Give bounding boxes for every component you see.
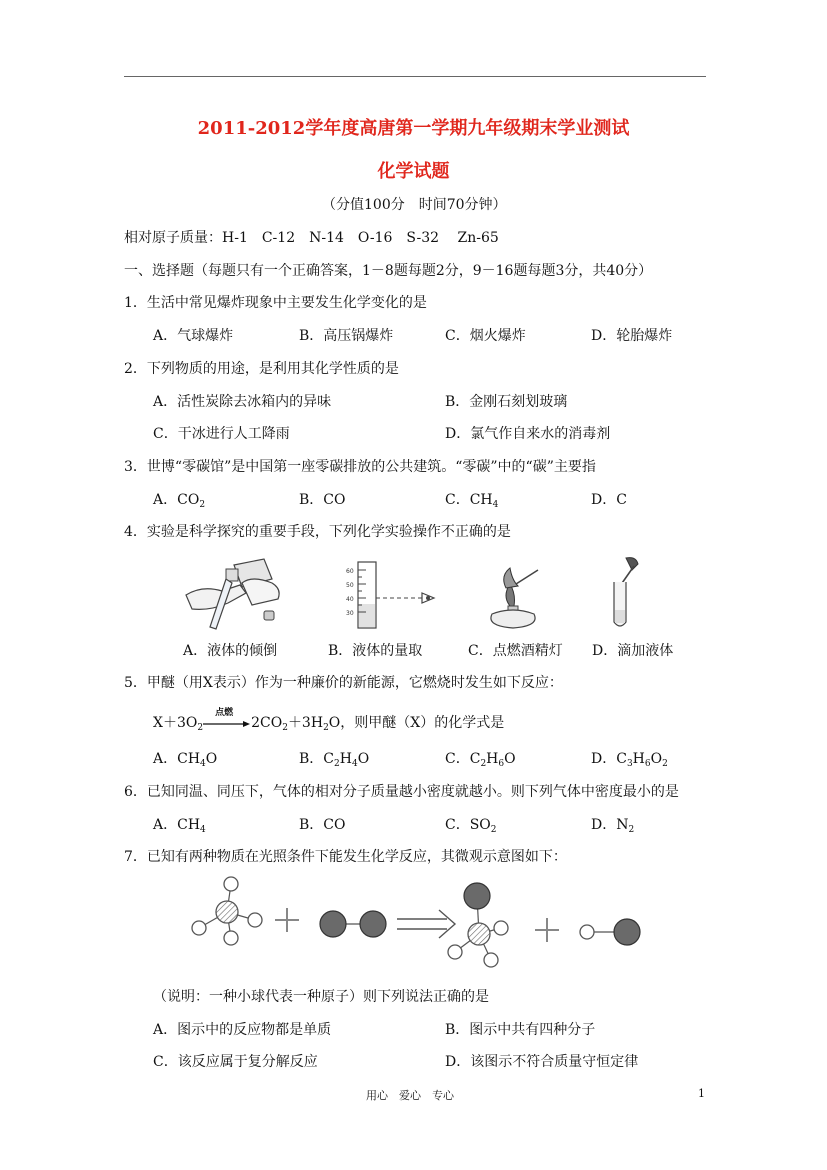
question-3-option-b: B．CO <box>299 492 346 508</box>
question-5-option-a: A．$CH_4O$ <box>153 751 218 769</box>
reaction-condition: 点燃 <box>215 708 234 718</box>
question-6-option-b: B．CO <box>299 817 346 833</box>
question-1-option-d: D．轮胎爆炸 <box>591 328 673 344</box>
molecular-reaction-diagram <box>183 872 649 974</box>
measuring-cylinder-illustration <box>340 560 446 630</box>
small-atom-2 <box>192 921 206 935</box>
question-3-option-d: D．C <box>591 492 627 508</box>
question-7-option-b: B．图示中共有四种分子 <box>445 1022 596 1038</box>
exam-info: （分值100分 时间70分钟） <box>322 197 507 213</box>
question-2-stem: 2．下列物质的用途，是利用其化学性质的是 <box>124 361 399 377</box>
question-2-option-d: D．氯气作自来水的消毒剂 <box>445 426 611 442</box>
cylinder-tick-50: 50 <box>346 582 354 589</box>
question-1-option-a: A．气球爆炸 <box>153 328 234 344</box>
cylinder-tick-30: 30 <box>346 610 354 617</box>
question-2-option-a: A．活性炭除去冰箱内的异味 <box>153 394 332 410</box>
cylinder-tick-40: 40 <box>346 596 354 603</box>
question-4-option-c: C．点燃酒精灯 <box>468 643 563 659</box>
hatched-atom-1 <box>216 901 238 923</box>
dark-atom-1 <box>320 911 346 937</box>
question-6-option-d: D．$N_2$ <box>591 817 635 835</box>
question-5-option-c: C．$C_2H_6O$ <box>445 751 516 769</box>
alcohol-lamp-illustration <box>480 566 550 632</box>
section-heading: 一、选择题（每题只有一个正确答案，1－8题每题2分，9－16题每题3分，共40分） <box>124 263 653 279</box>
dropper-illustration <box>606 556 650 632</box>
question-4-option-d: D．滴加液体 <box>592 643 674 659</box>
question-4-stem: 4．实验是科学探究的重要手段，下列化学实验操作不正确的是 <box>124 524 511 540</box>
dark-atom-2 <box>360 911 386 937</box>
question-3-stem: 3．世博“零碳馆”是中国第一座零碳排放的公共建筑。“零碳”中的“碳”主要指 <box>124 459 596 475</box>
question-6-stem: 6．已知同温、同压下，气体的相对分子质量越小密度就越小。则下列气体中密度最小的是 <box>124 784 679 800</box>
small-atom-7 <box>494 921 508 935</box>
cylinder-tick-60: 60 <box>346 568 354 575</box>
question-7-option-c: C．该反应属于复分解反应 <box>153 1054 318 1070</box>
small-atom-8 <box>580 925 594 939</box>
question-3-option-c: C．$CH_4$ <box>445 492 499 510</box>
question-2-option-c: C．干冰进行人工降雨 <box>153 426 290 442</box>
hatched-atom-2 <box>468 923 490 945</box>
question-5-option-b: B．$C_2H_4O$ <box>299 751 370 769</box>
header-rule <box>124 76 706 77</box>
small-atom-6 <box>484 953 498 967</box>
small-atom-5 <box>448 945 462 959</box>
question-3-option-a: A．$CO_2$ <box>153 492 206 510</box>
question-1-stem: 1．生活中常见爆炸现象中主要发生化学变化的是 <box>124 295 427 311</box>
question-7-stem: 7．已知有两种物质在光照条件下能发生化学反应，其微观示意图如下： <box>124 849 567 865</box>
reaction-equation: $X+3O_2$ 点燃 $2CO_2+3H_2O$，则甲醚（X）的化学式是 <box>153 712 504 733</box>
question-1-option-b: B．高压锅爆炸 <box>299 328 394 344</box>
small-atom-3 <box>224 931 238 945</box>
question-7-note: （说明：一种小球代表一种原子）则下列说法正确的是 <box>153 989 489 1005</box>
small-atom-1 <box>224 877 238 891</box>
footer-motto: 用心 爱心 专心 <box>366 1089 454 1102</box>
page-number: 1 <box>698 1087 705 1100</box>
atomic-masses: 相对原子质量：H-1 C-12 N-14 O-16 S-32 Zn-65 <box>124 230 499 246</box>
question-7-option-a: A．图示中的反应物都是单质 <box>153 1022 332 1038</box>
question-5-stem: 5．甲醚（用X表示）作为一种廉价的新能源，它燃烧时发生如下反应： <box>124 675 563 691</box>
dark-atom-3 <box>464 883 490 909</box>
question-4-option-a: A．液体的倾倒 <box>183 643 278 659</box>
exam-subtitle: 化学试题 <box>377 161 450 182</box>
question-4-option-b: B．液体的量取 <box>328 643 423 659</box>
dark-atom-4 <box>614 919 640 945</box>
reaction-arrow <box>203 708 251 730</box>
question-2-option-b: B．金刚石刻划玻璃 <box>445 394 568 410</box>
question-6-option-c: C．$SO_2$ <box>445 817 497 835</box>
question-1-option-c: C．烟火爆炸 <box>445 328 526 344</box>
exam-title: 2011-2012学年度高唐第一学期九年级期末学业测试 <box>197 118 630 139</box>
question-6-option-a: A．$CH_4$ <box>153 817 206 835</box>
small-atom-4 <box>248 913 262 927</box>
question-5-option-d: D．$C_3H_6O_2$ <box>591 751 668 769</box>
pouring-liquid-illustration <box>182 555 292 633</box>
question-7-option-d: D．该图示不符合质量守恒定律 <box>445 1054 639 1070</box>
